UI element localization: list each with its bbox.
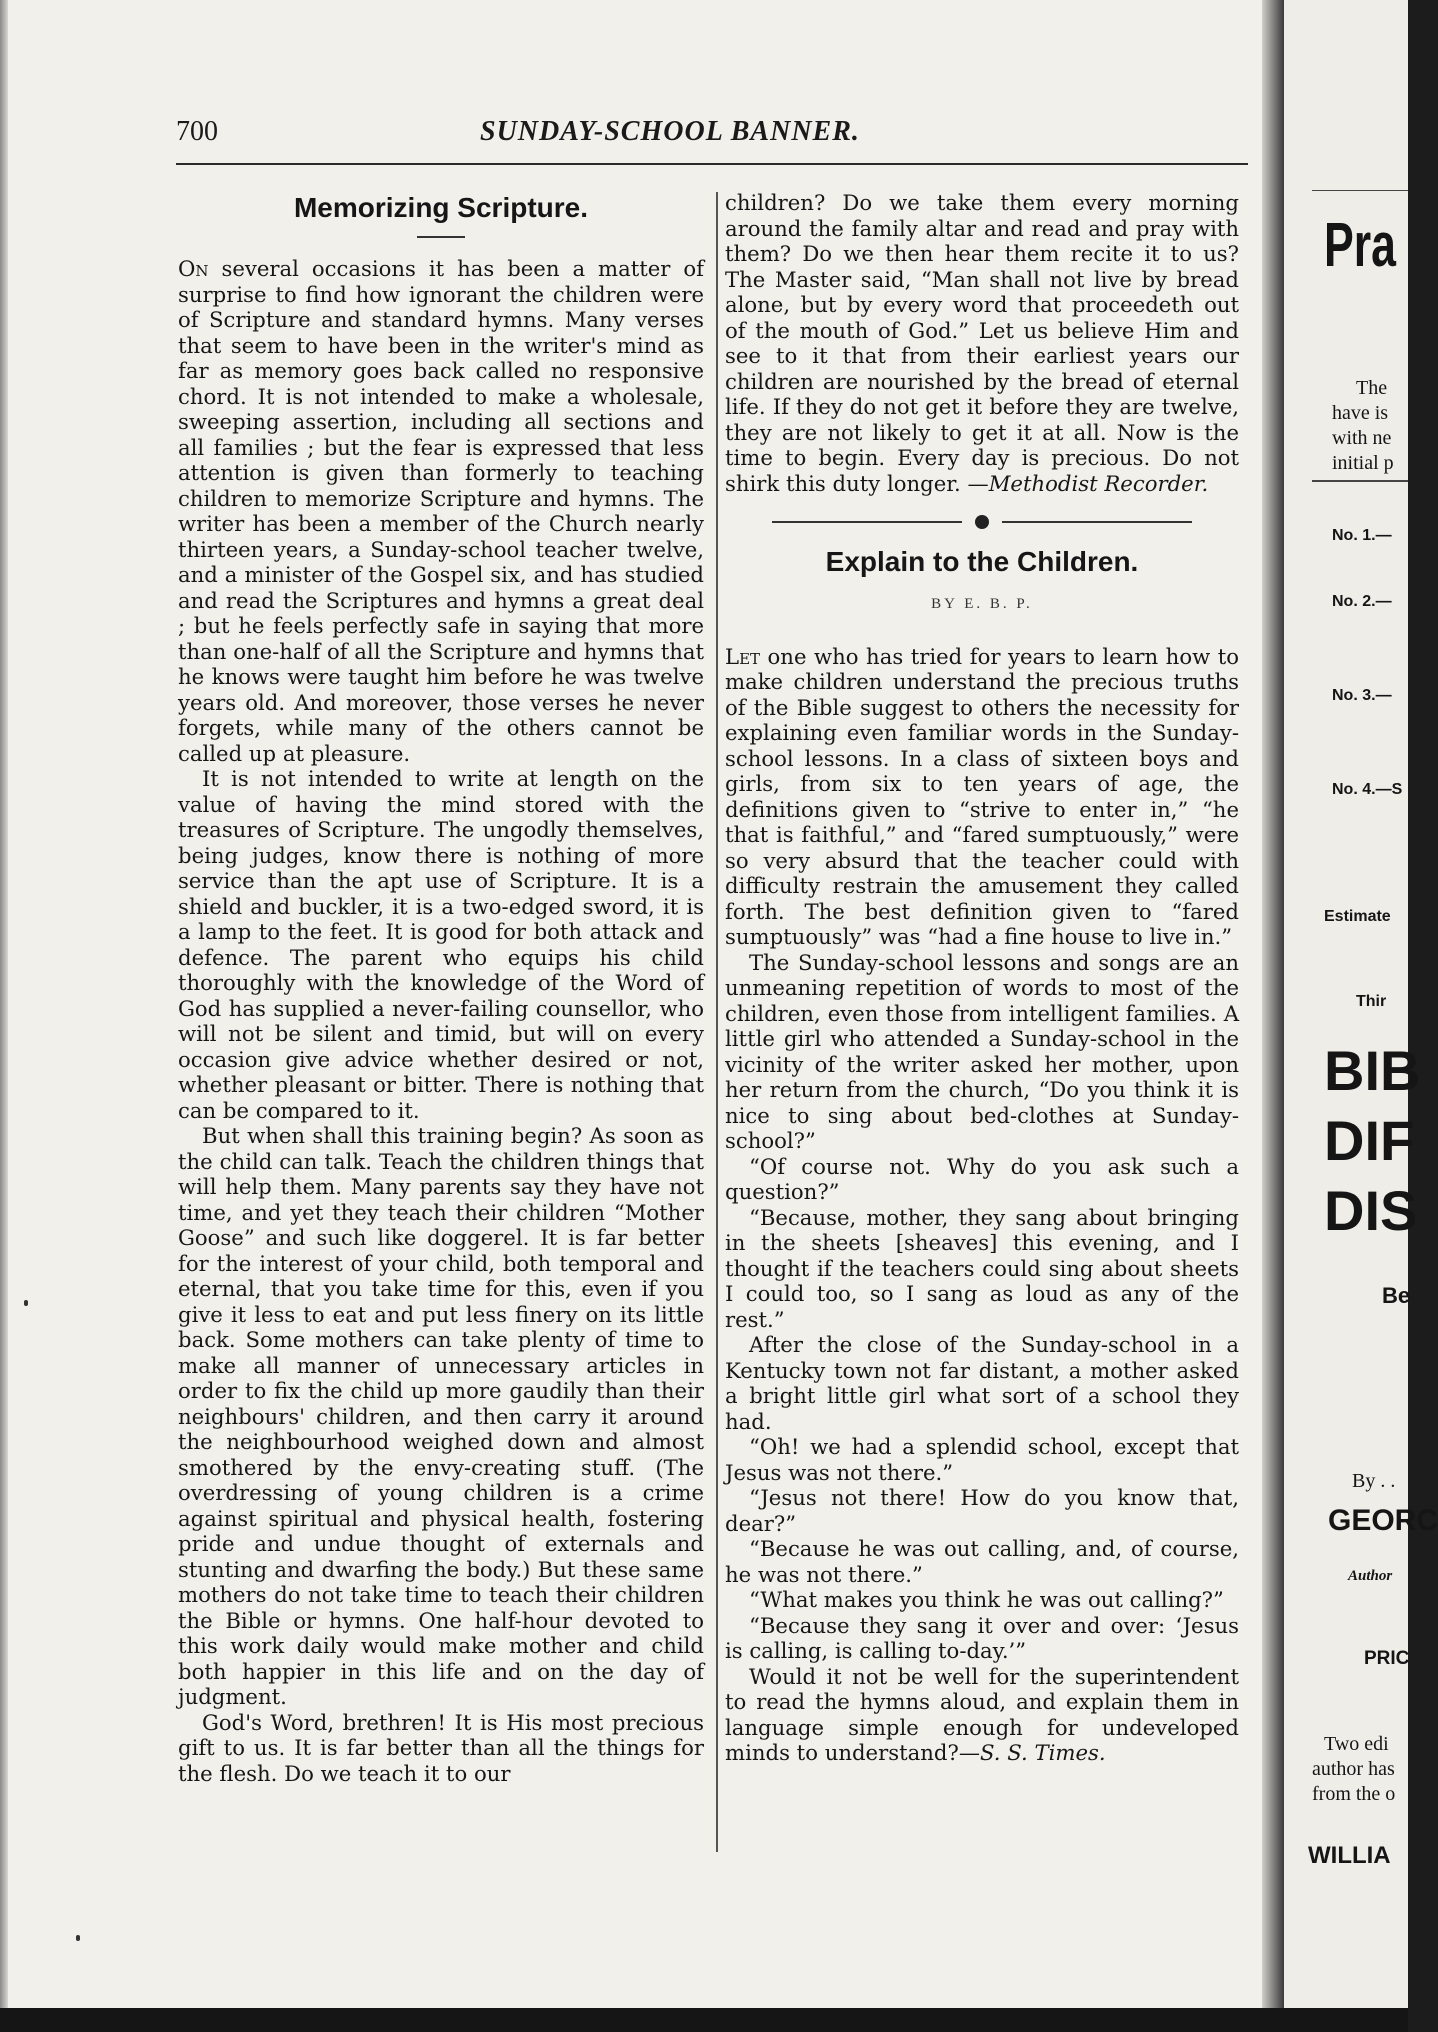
article2-paragraph-11: Would it not be well for the superintendent to read the hymns aloud, and explain them in language simple enough for undeveloped minds to understand?—S. S. Times. [725,1663,1239,1765]
ink-speck [24,1300,28,1306]
column-divider [716,192,718,1852]
facing-price: PRIC [1364,1648,1410,1669]
running-title: SUNDAY-SCHOOL BANNER. [480,116,860,147]
facing-publisher: WILLIA [1308,1842,1391,1869]
page-number: 700 [176,116,218,147]
article-title-memorizing-scripture: Memorizing Scripture. [293,192,589,223]
facing-numbered-item: No. 2.— [1332,593,1392,610]
article2-source: —S. S. Times. [958,1740,1106,1765]
article-title-explain-to-the-children: Explain to the Children. [825,546,1139,577]
facing-numbered-item: No. 4.—S [1332,781,1403,798]
facing-intro-line: The [1356,377,1388,399]
article2-paragraph-4: “Because, mother, they sang about bringing in the sheets [sheaves] this evening, and I thought if the teachers could sing about sheets I could too, so I sang as loud as any of the rest.” [725,1204,1239,1332]
page-edge-shadow [0,0,8,2008]
facing-big-line: DIS [1324,1179,1418,1242]
facing-page-top-rule [1312,190,1408,191]
left-column [178,190,704,1786]
article1-source: —Methodist Recorder. [967,470,1209,496]
article1-paragraph-3: But when shall this training begin? As soon as the child can talk. Teach the children things that will help them. Many parents say they have not time, and yet they teach their children “Mother Goose” and such like doggerel. It is far better for the interest of your child, both temporal and eternal, that you take time for this, even if you give it less to eat and put less finery on its little back. Some mothers can take plenty of time to make all manner of unnecessary articles in order to fix the child up more gaudily than their neighbours' children, and then carry it around the neighbourhood weighed down and almost smothered by the envy-creating stuff. (The overdressing of young children is a crime against spiritual and physical health, fostering pride and undue thought of externals and stunting and dwarfing the body.) But these same mothers do not take time to teach their children the Bible or hymns. One half-hour devoted to this work daily would make mother and child both happier in this life and on the day of judgment. [178,1123,704,1709]
article2-paragraph-3: “Of course not. Why do you ask such a question?” [725,1153,1239,1204]
facing-author-label: Author [1348,1568,1393,1584]
facing-be: Be [1382,1283,1411,1308]
article2-paragraph-9: “What makes you think he was out calling?” [749,1587,1224,1612]
facing-numbered-item: No. 3.— [1332,687,1392,704]
facing-numbered-item: No. 1.— [1332,527,1392,544]
article1-paragraph-4: God's Word, brethren! It is His most precious gift to us. It is far better than all the things for the flesh. Do we teach it to our [178,1709,704,1786]
byline: BY E. B. P. [931,596,1033,612]
article2-paragraph-6: “Oh! we had a splendid school, except that Jesus was not there.” [725,1434,1239,1485]
article2-paragraph-10: “Because they sang it over and over: ‘Jesus is calling, is calling to-day.’” [725,1612,1239,1663]
article2-paragraph-7: “Jesus not there! How do you know that, dear?” [725,1485,1239,1536]
section-ornament [772,510,1192,534]
drop-lead-word: On [178,256,209,281]
facing-intro-line: with ne [1332,427,1392,449]
article1-paragraph-2: It is not intended to write at length on the value of having the mind stored with the treasures of Scripture. The ungodly themselves, being judges, know there is nothing of more service than the apt use of Scripture. It is a shield and buckler, it is a two-edged sword, it is a lamp to the feet. It is good for both attack and defence. The parent who equips his child thoroughly with the knowledge of the Word of God has supplied a never-failing counsellor, who will not be silent and timid, but will on every occasion give advice whether desired or not, whether pleasant or bitter. There is nothing that can be compared to it. [178,766,704,1123]
facing-page-title: Pra [1324,211,1396,280]
facing-page [1284,0,1438,2008]
gutter-shadow [1262,0,1284,2008]
facing-big-line: BIB [1324,1039,1421,1102]
facing-big-line: DIF [1324,1109,1415,1172]
article2-paragraph-8: “Because he was out calling, and, of course, he was not there.” [725,1536,1239,1587]
article2-paragraph-1: Let one who has tried for years to learn how to make children understand the precious truths of the Bible suggest to others the necessity for explaining even familiar words in the Sunday-school lessons. In a class of sixteen boys and girls, from six to ten years of age, the definitions given to “strive to enter in,” “he that is faithful,” and “fared sumptuously,” were so very absurd that the teacher could with difficulty restrain the amusement they called forth. The best definition given to “fared sumptuously” was “had a fine house to live in.” [725,643,1239,949]
facing-intro-line: have is [1332,402,1389,424]
article2-paragraph-5: After the close of the Sunday-school in a Kentucky town not far distant, a mother asked a bright little girl what sort of a school they had. [725,1332,1239,1434]
facing-third: Thir [1356,993,1387,1010]
title-rule [417,236,465,238]
facing-note-line: author has [1312,1758,1395,1780]
facing-by: By . . [1352,1470,1396,1492]
right-column [725,190,1239,1766]
header-rule [176,163,1248,165]
facing-note-line: Two edi [1324,1733,1389,1755]
facing-note-line: from the o [1312,1783,1396,1805]
article1-continuation: children? Do we take them every morning around the family altar and read and pray with them? Do we then hear them recite it to us? The Master said, “Man shall not live by bread alone, but by every word that proceedeth out of the mouth of God.” Let us believe Him and see to it that from their earliest years our children are nourished by the bread of eternal life. If they do not get it before they are twelve, they are not likely to get it at all. Now is the time to begin. Every day is precious. Do not shirk this duty longer. —Methodist Recorder. [725,190,1239,496]
ink-speck [76,1935,80,1941]
facing-author-name: GEORC [1328,1504,1438,1537]
drop-lead-word: Let [725,643,761,669]
article1-paragraph-1: On several occasions it has been a matter of surprise to find how ignorant the children were of Scripture and standard hymns. Many verses that seem to have been in the writer's mind as far as memory goes back called no responsive chord. It is not intended to make a wholesale, sweeping assertion, including all sections and all families ; but the fear is expressed that less attention is given than formerly to teaching children to memorize Scripture and hymns. The writer has been a member of the Church nearly thirteen years, a Sunday-school teacher twelve, and a minister of the Gospel six, and has studied and read the Scriptures and hymns a great deal ; but he feels perfectly safe in saying that more than one-half of all the Scripture and hymns that he knows were taught him before he was twelve years old. And moreover, those verses he never forgets, while many of the others cannot be called up at pleasure. [178,256,704,766]
article2-paragraph-2: The Sunday-school lessons and songs are an unmeaning repetition of words to most of the children, even those from intelligent families. A little girl who attended a Sunday-school in the vicinity of the writer asked her mother, upon her return from the church, “Do you think it is nice to sing about bed-clothes at Sunday-school?” [725,949,1239,1153]
facing-rule [1312,480,1408,482]
scan-bottom-edge [0,2008,1408,2032]
facing-estimate: Estimate [1324,908,1391,925]
facing-intro-line: initial p [1332,452,1394,474]
